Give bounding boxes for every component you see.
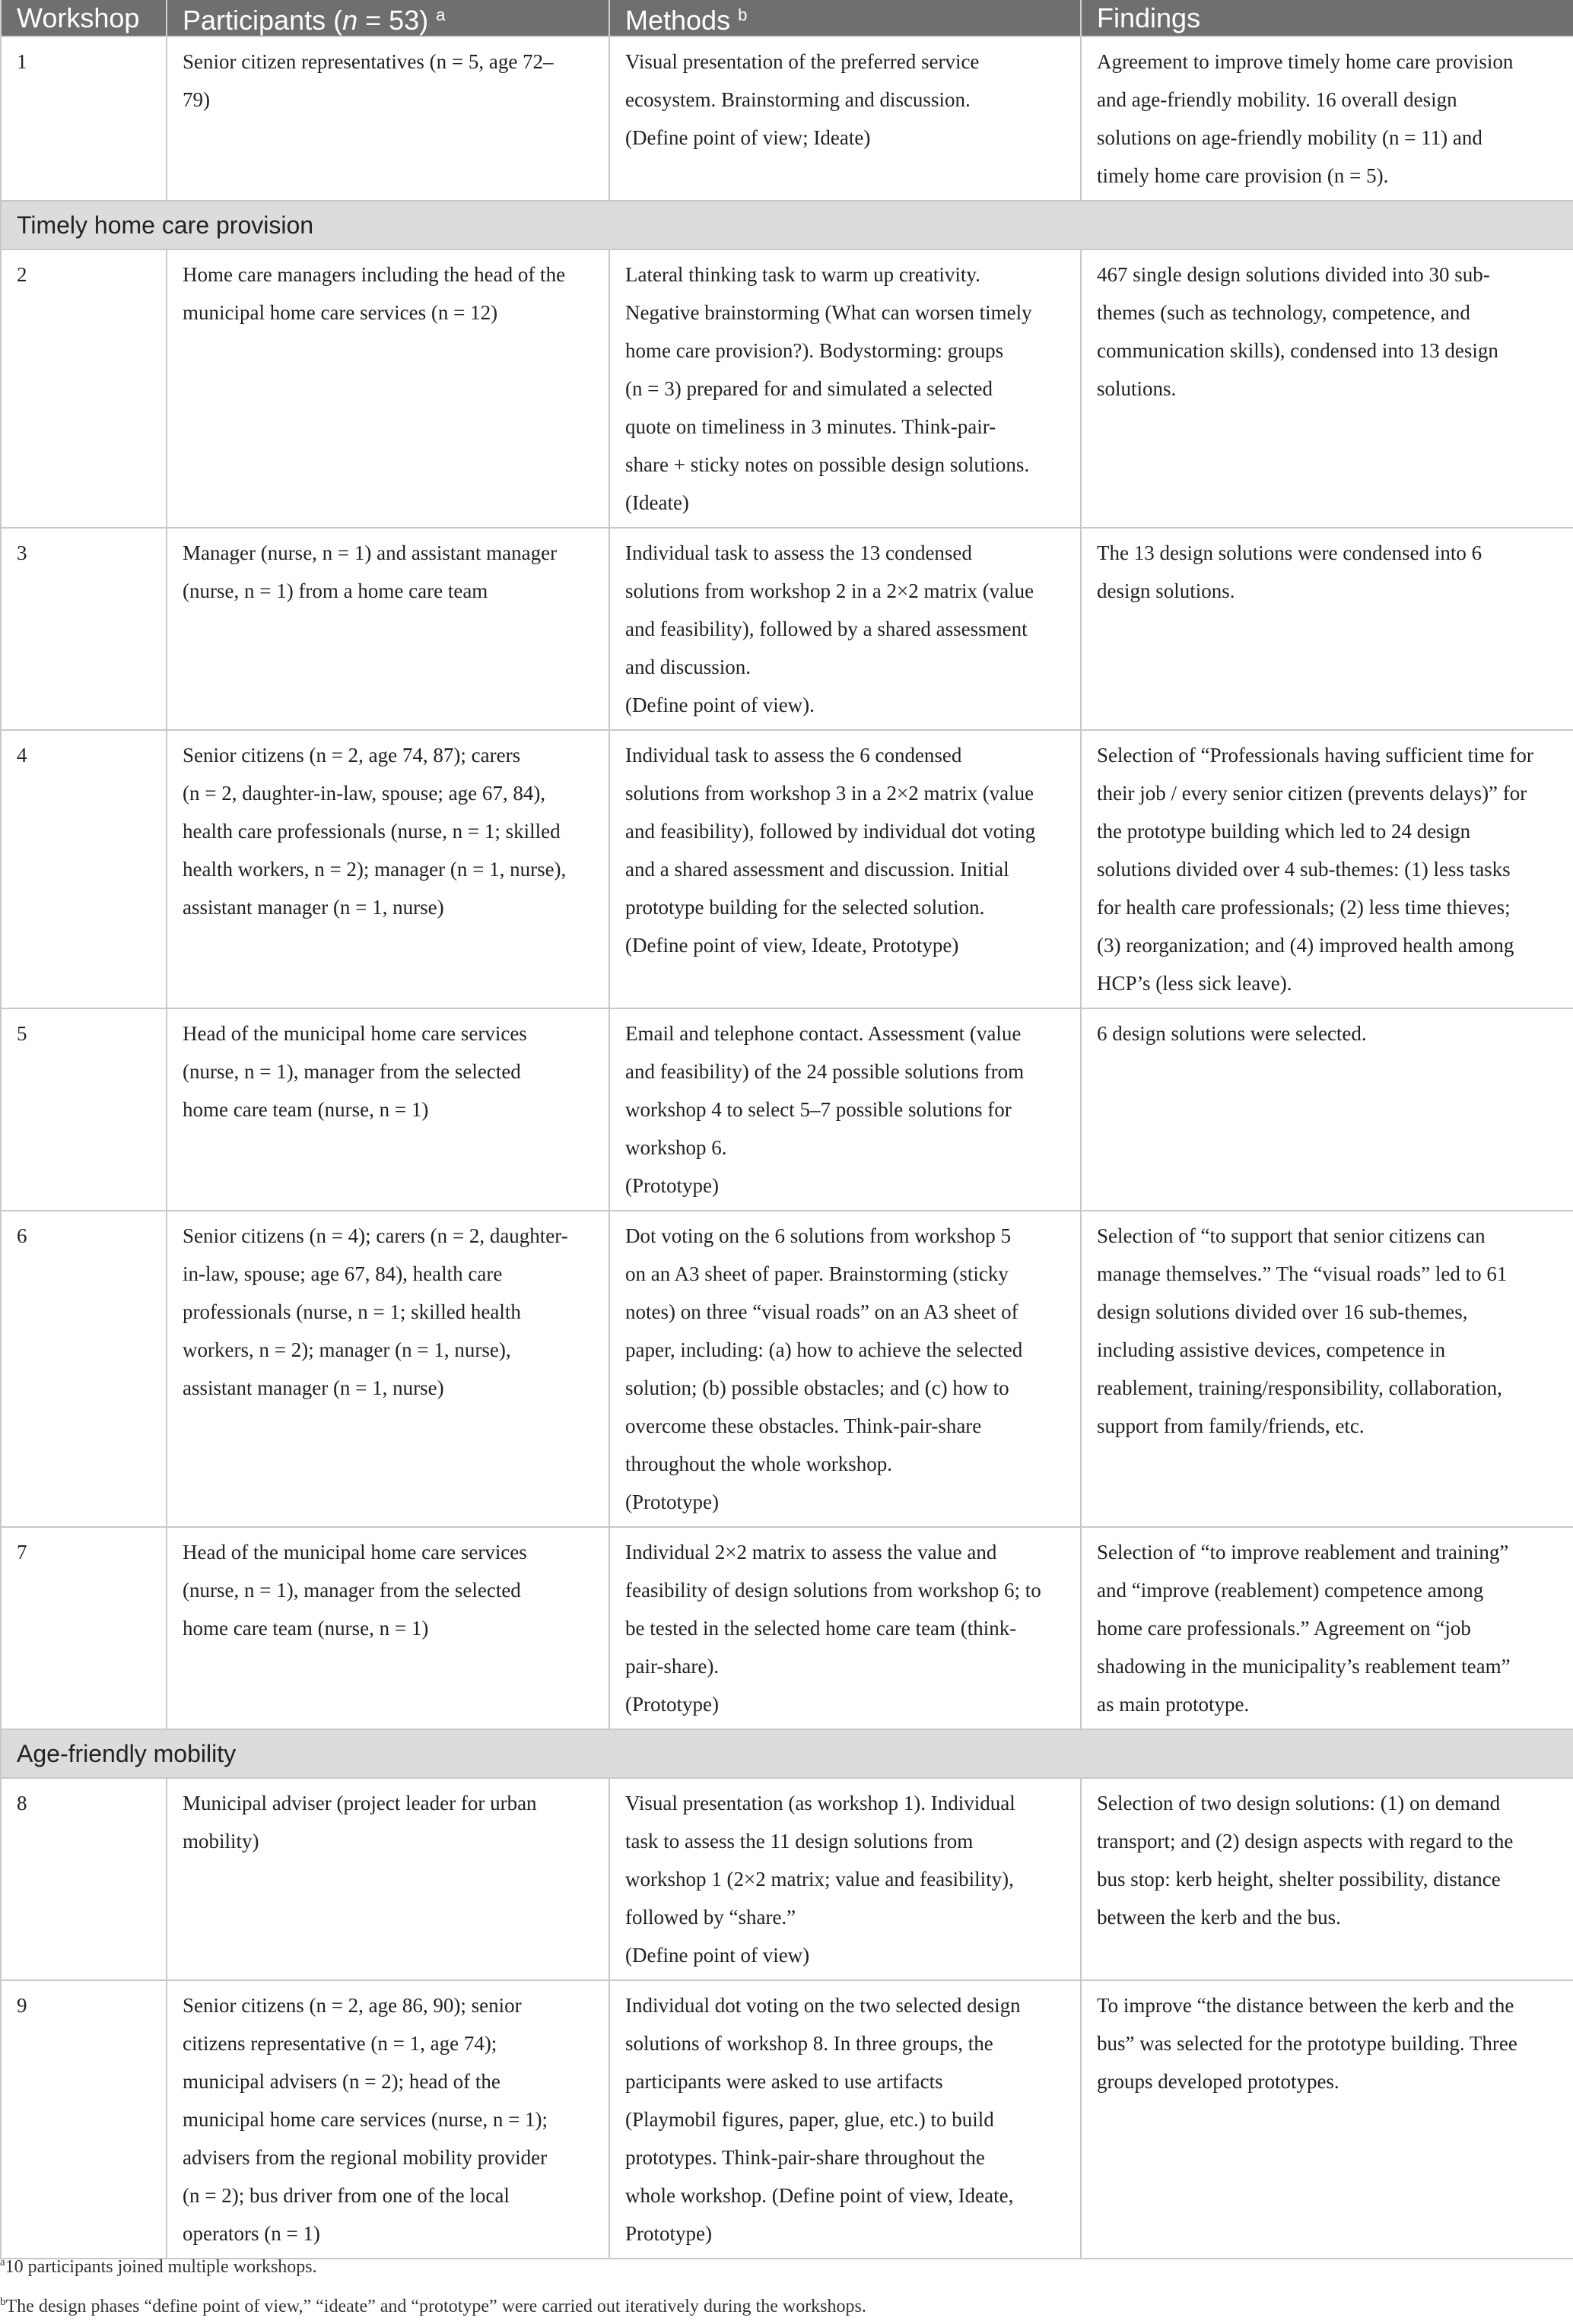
methods-cell: [609, 1211, 1081, 1527]
cell-line: the prototype building which led to 24 design: [1097, 820, 1471, 843]
cell-line: (Ideate): [625, 491, 689, 514]
header-workshop: Workshop: [1, 0, 167, 37]
table-row: [1, 37, 1573, 201]
cell-line: 6 design solutions were selected.: [1097, 1022, 1367, 1045]
section-title: Age-friendly mobility: [1, 1729, 1573, 1778]
cell-line: HCP’s (less sick leave).: [1097, 972, 1292, 995]
cell-line: The 13 design solutions were condensed into 6: [1097, 541, 1482, 564]
cell-line: Manager (nurse, n = 1) and assistant manager: [183, 541, 558, 564]
cell-line: and feasibility), followed by a shared assessment: [625, 618, 1028, 640]
cell-line: municipal home care services (nurse, n = 1);: [183, 2108, 548, 2131]
cell-line: including assistive devices, competence in: [1097, 1338, 1446, 1361]
methods-cell: [609, 249, 1081, 528]
workshop-number-cell: 7: [1, 1527, 167, 1729]
cell-line: home care team (nurse, n = 1): [183, 1617, 429, 1640]
cell-line: Senior citizens (n = 2, age 74, 87); carers: [183, 744, 521, 767]
cell-line: home care provision?). Bodystorming: groups: [625, 339, 1004, 362]
section-title: Timely home care provision: [1, 201, 1573, 249]
cell-line: professionals (nurse, n = 1; skilled health: [183, 1300, 521, 1323]
header-methods: Methods $^b$: [609, 0, 1081, 37]
cell-line: Senior citizen representatives (n = 5, age 72–: [183, 50, 554, 73]
cell-line: ecosystem. Brainstorming and discussion.: [625, 88, 971, 111]
cell-line: followed by “share.”: [625, 1906, 796, 1929]
methods-cell: [609, 37, 1081, 201]
cell-line: Senior citizens (n = 4); carers (n = 2, daughter-: [183, 1224, 568, 1247]
cell-line: (n = 2); bus driver from one of the local: [183, 2184, 510, 2207]
cell-line: operators (n = 1): [183, 2222, 320, 2245]
cell-line: solutions divided over 4 sub-themes: (1) less tasks: [1097, 858, 1511, 881]
cell-line: and discussion.: [625, 656, 751, 678]
workshop-number-cell: 3: [1, 528, 167, 730]
participants-cell: [167, 37, 609, 201]
methods-cell: [609, 730, 1081, 1008]
workshop-number-cell: 9: [1, 1980, 167, 2259]
cell-line: Head of the municipal home care services: [183, 1022, 527, 1045]
cell-line: home care team (nurse, n = 1): [183, 1098, 429, 1121]
cell-line: their job / every senior citizen (prevents delays)” for: [1097, 782, 1527, 805]
methods-cell: [609, 528, 1081, 730]
methods-cell: [609, 1527, 1081, 1729]
cell-line: and a shared assessment and discussion. Initial: [625, 858, 1009, 881]
table-header-row: [1, 0, 1573, 37]
cell-line: advisers from the regional mobility provider: [183, 2146, 548, 2169]
methods-cell: [609, 1980, 1081, 2259]
findings-cell: [1081, 1527, 1573, 1729]
cell-line: between the kerb and the bus.: [1097, 1906, 1341, 1929]
footnote-mark: a: [0, 2256, 5, 2268]
cell-line: citizens representative (n = 1, age 74);: [183, 2032, 497, 2055]
cell-line: Visual presentation (as workshop 1). Individual: [625, 1792, 1015, 1814]
cell-line: (n = 3) prepared for and simulated a selected: [625, 377, 993, 400]
cell-line: whole workshop. (Define point of view, Ideate,: [625, 2184, 1014, 2207]
footnote-text: The design phases “define point of view,” “ideate” and “prototype” were carried out iteratively during the workshops.: [5, 2297, 866, 2316]
cell-line: Municipal adviser (project leader for urban: [183, 1792, 537, 1814]
cell-line: (Define point of view).: [625, 694, 815, 716]
cell-line: Selection of two design solutions: (1) on demand: [1097, 1792, 1501, 1814]
methods-cell: [609, 1008, 1081, 1211]
cell-line: (Prototype): [625, 1174, 719, 1197]
participants-cell: [167, 1211, 609, 1527]
cell-line: on an A3 sheet of paper. Brainstorming (sticky: [625, 1262, 1009, 1285]
footnote: [0, 2284, 1573, 2324]
participants-cell: [167, 1527, 609, 1729]
cell-line: quote on timeliness in 3 minutes. Think-pair-: [625, 415, 996, 438]
cell-line: (n = 2, daughter-in-law, spouse; age 67, 84),: [183, 782, 546, 805]
findings-cell: [1081, 249, 1573, 528]
cell-line: Prototype): [625, 2222, 712, 2245]
findings-cell: [1081, 1211, 1573, 1527]
cell-line: (Define point of view): [625, 1944, 810, 1967]
participants-cell: [167, 1008, 609, 1211]
section-row: [1, 1729, 1573, 1778]
cell-line: (Playmobil figures, paper, glue, etc.) to build: [625, 2108, 994, 2131]
cell-line: Individual task to assess the 13 condensed: [625, 541, 972, 564]
cell-line: (Define point of view, Ideate, Prototype): [625, 934, 959, 957]
footnote-mark: b: [0, 2296, 6, 2308]
participants-cell: [167, 528, 609, 730]
cell-line: workshop 1 (2×2 matrix; value and feasibility),: [625, 1868, 1014, 1891]
cell-line: bus stop: kerb height, shelter possibility, distance: [1097, 1868, 1501, 1891]
footnote: [0, 2245, 1573, 2284]
findings-cell: [1081, 1778, 1573, 1980]
cell-line: solution; (b) possible obstacles; and (c) how to: [625, 1376, 1009, 1399]
workshop-number-cell: 1: [1, 37, 167, 201]
cell-line: workers, n = 2); manager (n = 1, nurse),: [183, 1338, 511, 1361]
table-row: [1, 730, 1573, 1008]
table-row: [1, 1778, 1573, 1980]
table-row: [1, 1211, 1573, 1527]
cell-line: solutions on age-friendly mobility (n = 11) and: [1097, 126, 1482, 149]
workshop-number-cell: 4: [1, 730, 167, 1008]
table-row: [1, 1980, 1573, 2259]
cell-line: Individual dot voting on the two selected design: [625, 1994, 1021, 2017]
cell-line: reablement, training/responsibility, collaboration,: [1097, 1376, 1502, 1399]
cell-line: notes) on three “visual roads” on an A3 sheet of: [625, 1300, 1018, 1323]
cell-line: support from family/friends, etc.: [1097, 1414, 1365, 1437]
cell-line: (Define point of view; Ideate): [625, 126, 871, 149]
cell-line: paper, including: (a) how to achieve the selected: [625, 1338, 1023, 1361]
table-row: [1, 1008, 1573, 1211]
cell-line: municipal home care services (n = 12): [183, 301, 498, 324]
cell-line: home care professionals.” Agreement on “job: [1097, 1617, 1471, 1640]
cell-line: Senior citizens (n = 2, age 86, 90); senior: [183, 1994, 522, 2017]
workshop-number-cell: 8: [1, 1778, 167, 1980]
footnote-text: 10 participants joined multiple workshops.: [5, 2257, 317, 2277]
cell-line: Agreement to improve timely home care provision: [1097, 50, 1514, 73]
cell-line: Negative brainstorming (What can worsen timely: [625, 301, 1032, 324]
cell-line: Email and telephone contact. Assessment (value: [625, 1022, 1022, 1045]
participants-cell: [167, 730, 609, 1008]
cell-line: solutions from workshop 3 in a 2×2 matrix (value: [625, 782, 1034, 805]
findings-cell: [1081, 1980, 1573, 2259]
table-footnotes: [0, 2245, 1573, 2324]
methods-cell: [609, 1778, 1081, 1980]
cell-line: (nurse, n = 1), manager from the selected: [183, 1060, 521, 1083]
cell-line: Individual 2×2 matrix to assess the value and: [625, 1541, 997, 1564]
cell-line: 79): [183, 88, 210, 111]
table-row: [1, 249, 1573, 528]
cell-line: and “improve (reablement) competence among: [1097, 1579, 1484, 1602]
header-participants: Participants (n = 53) $^a$: [167, 0, 609, 37]
cell-line: solutions.: [1097, 377, 1177, 400]
cell-line: Selection of “to support that senior citizens can: [1097, 1224, 1486, 1247]
cell-line: prototype building for the selected solution.: [625, 896, 985, 919]
cell-line: Home care managers including the head of the: [183, 263, 566, 286]
workshop-number-cell: 6: [1, 1211, 167, 1527]
cell-line: (3) reorganization; and (4) improved health among: [1097, 934, 1514, 957]
participants-cell: [167, 1980, 609, 2259]
cell-line: assistant manager (n = 1, nurse): [183, 1376, 444, 1399]
participants-cell: [167, 249, 609, 528]
findings-cell: [1081, 528, 1573, 730]
cell-line: task to assess the 11 design solutions from: [625, 1830, 974, 1853]
cell-line: overcome these obstacles. Think-pair-share: [625, 1414, 982, 1437]
cell-line: and feasibility) of the 24 possible solutions from: [625, 1060, 1025, 1083]
cell-line: feasibility of design solutions from workshop 6; to: [625, 1579, 1041, 1602]
findings-cell: [1081, 37, 1573, 201]
cell-line: 467 single design solutions divided into 30 sub-: [1097, 263, 1490, 286]
cell-line: To improve “the distance between the kerb and the: [1097, 1994, 1514, 2017]
cell-line: throughout the whole workshop.: [625, 1452, 892, 1475]
cell-line: mobility): [183, 1830, 259, 1853]
cell-line: timely home care provision (n = 5).: [1097, 164, 1389, 187]
cell-line: in-law, spouse; age 67, 84), health care: [183, 1262, 503, 1285]
findings-cell: [1081, 730, 1573, 1008]
cell-line: Visual presentation of the preferred service: [625, 50, 980, 73]
cell-line: Dot voting on the 6 solutions from workshop 5: [625, 1224, 1011, 1247]
cell-line: prototypes. Think-pair-share throughout the: [625, 2146, 985, 2169]
cell-line: (nurse, n = 1) from a home care team: [183, 579, 488, 602]
cell-line: (Prototype): [625, 1693, 719, 1716]
cell-line: participants were asked to use artifacts: [625, 2070, 943, 2093]
cell-line: Lateral thinking task to warm up creativity.: [625, 263, 980, 286]
participants-cell: [167, 1778, 609, 1980]
cell-line: manage themselves.” The “visual roads” led to 61: [1097, 1262, 1508, 1285]
cell-line: design solutions divided over 16 sub-themes,: [1097, 1300, 1468, 1323]
cell-line: (nurse, n = 1), manager from the selected: [183, 1579, 521, 1602]
cell-line: Head of the municipal home care services: [183, 1541, 527, 1564]
cell-line: workshop 4 to select 5–7 possible solutions for: [625, 1098, 1012, 1121]
findings-cell: [1081, 1008, 1573, 1211]
cell-line: themes (such as technology, competence, and: [1097, 301, 1470, 324]
workshop-number-cell: 2: [1, 249, 167, 528]
cell-line: and feasibility), followed by individual dot voting: [625, 820, 1036, 843]
cell-line: health care professionals (nurse, n = 1; skilled: [183, 820, 561, 843]
cell-line: municipal advisers (n = 2); head of the: [183, 2070, 500, 2093]
cell-line: solutions of workshop 8. In three groups, the: [625, 2032, 993, 2055]
cell-line: for health care professionals; (2) less time thieves;: [1097, 896, 1511, 919]
workshop-number-cell: 5: [1, 1008, 167, 1211]
cell-line: groups developed prototypes.: [1097, 2070, 1339, 2093]
cell-line: Selection of “Professionals having sufficient time for: [1097, 744, 1533, 767]
cell-line: design solutions.: [1097, 579, 1235, 602]
section-row: [1, 201, 1573, 249]
cell-line: assistant manager (n = 1, nurse): [183, 896, 444, 919]
cell-line: transport; and (2) design aspects with regard to the: [1097, 1830, 1514, 1853]
cell-line: Individual task to assess the 6 condensed: [625, 744, 962, 767]
cell-line: Selection of “to improve reablement and training”: [1097, 1541, 1509, 1564]
cell-line: workshop 6.: [625, 1136, 727, 1159]
cell-line: solutions from workshop 2 in a 2×2 matrix (value: [625, 579, 1034, 602]
cell-line: be tested in the selected home care team (think-: [625, 1617, 1017, 1640]
cell-line: bus” was selected for the prototype building. Three: [1097, 2032, 1517, 2055]
cell-line: health workers, n = 2); manager (n = 1, nurse),: [183, 858, 567, 881]
header-findings: Findings: [1081, 0, 1573, 37]
table-body: [1, 37, 1573, 2259]
cell-line: pair-share).: [625, 1655, 720, 1678]
cell-line: as main prototype.: [1097, 1693, 1250, 1716]
cell-line: communication skills), condensed into 13 design: [1097, 339, 1498, 362]
table-row: [1, 1527, 1573, 1729]
table-row: [1, 528, 1573, 730]
cell-line: and age-friendly mobility. 16 overall design: [1097, 88, 1457, 111]
cell-line: (Prototype): [625, 1491, 719, 1513]
cell-line: shadowing in the municipality’s reablement team”: [1097, 1655, 1511, 1678]
cell-line: share + sticky notes on possible design solutions.: [625, 453, 1030, 476]
